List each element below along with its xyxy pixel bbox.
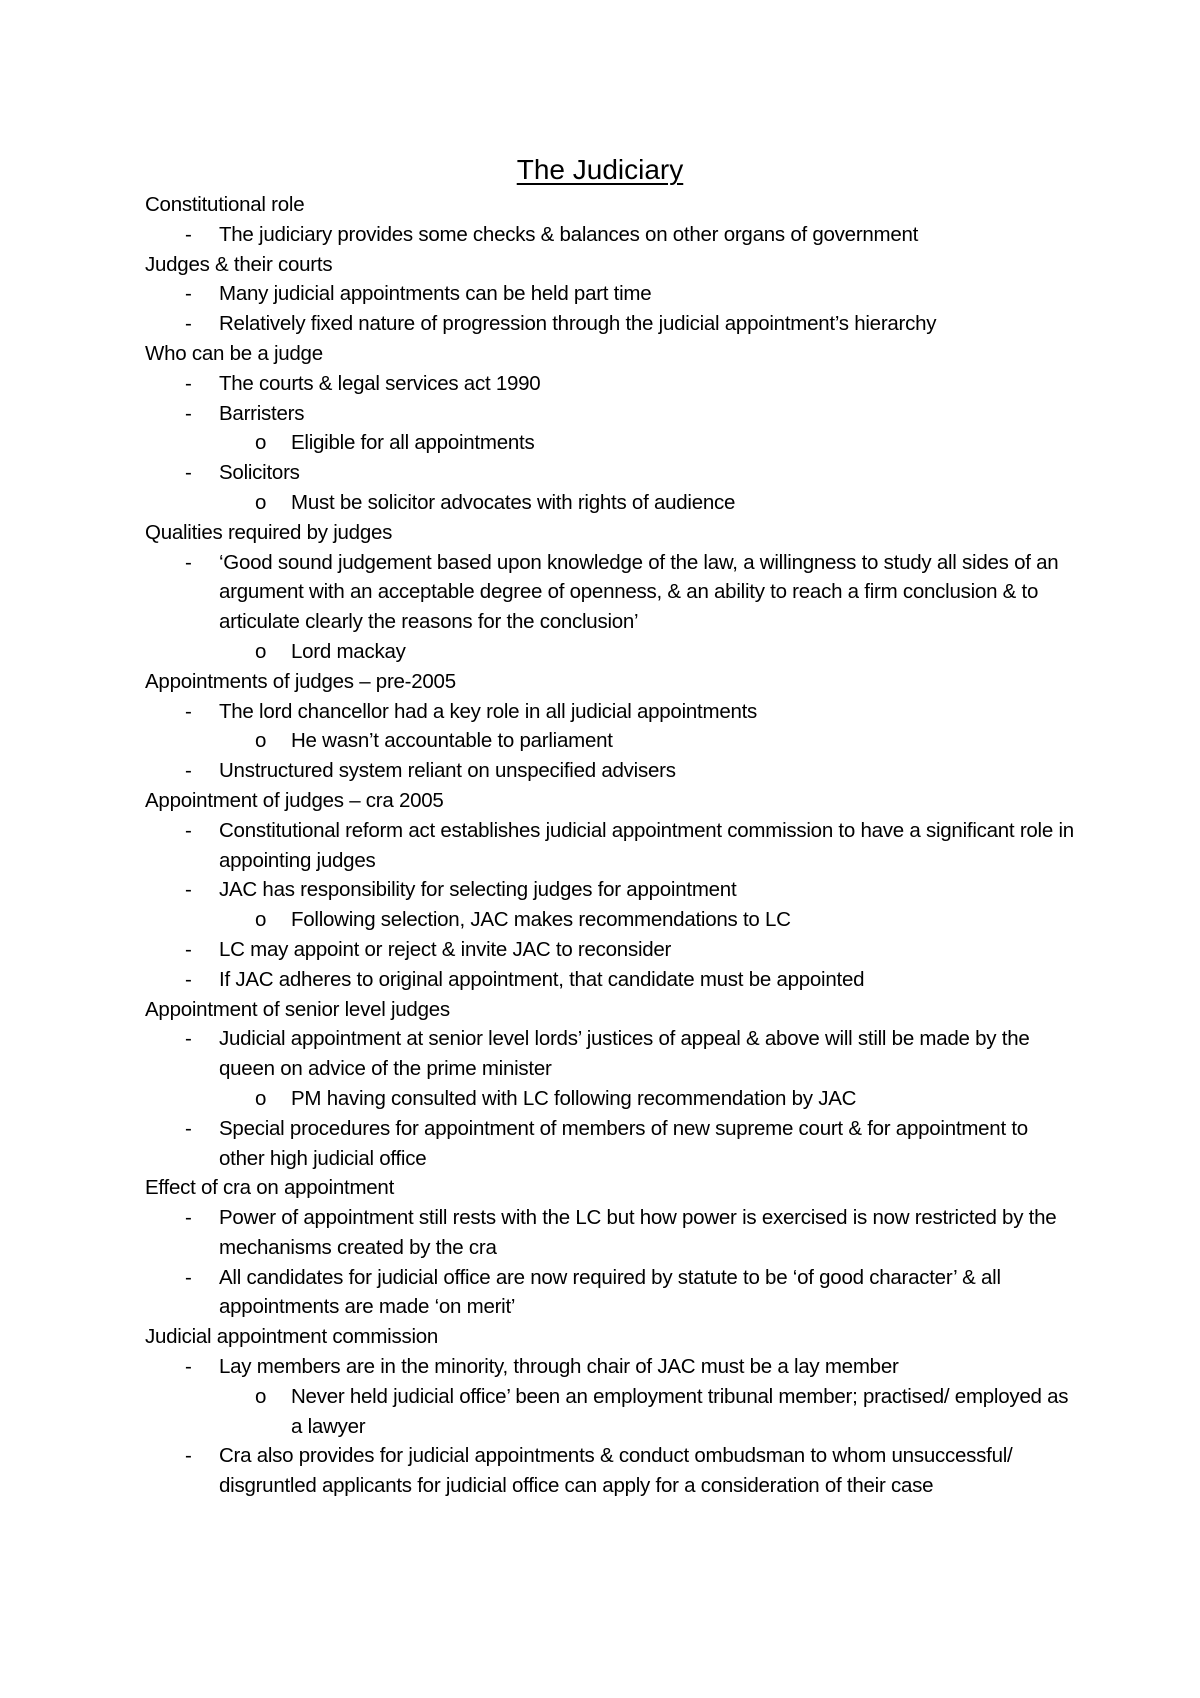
section bbox=[145, 1173, 1075, 1322]
dash-bullet-marker: - bbox=[185, 401, 192, 425]
dash-bullet-marker: - bbox=[185, 461, 192, 485]
section-heading: Constitutional role bbox=[145, 193, 305, 216]
bullet-item bbox=[145, 816, 1075, 876]
bullet-text: Power of appointment still rests with the LC but how power is exercised is now restricted by the mechanisms created by the cra bbox=[219, 1206, 1057, 1259]
bullet-text: Barristers bbox=[219, 401, 305, 425]
dash-bullet-marker: - bbox=[185, 1027, 192, 1051]
page-title: The Judiciary bbox=[516, 154, 684, 185]
section bbox=[145, 518, 1075, 667]
bullet-item bbox=[145, 309, 1075, 339]
bullet-text: LC may appoint or reject & invite JAC to reconsider bbox=[219, 937, 672, 961]
bullet-text: Constitutional reform act establishes judicial appointment commission to have a significant role in appointing judges bbox=[219, 818, 1074, 872]
bullet-text: ‘Good sound judgement based upon knowledge of the law, a willingness to study all sides of an argument with an acceptable degree of openness, & an ability to reach a firm conclusion & to articulate clearly the reasons for the conclusion’ bbox=[219, 550, 1059, 634]
bullet-item bbox=[145, 1024, 1075, 1084]
bullet-text: JAC has responsibility for selecting judges for appointment bbox=[219, 878, 737, 902]
dash-bullet-marker: - bbox=[185, 937, 192, 961]
sub-bullet-item bbox=[145, 1084, 1075, 1114]
bullet-text: PM having consulted with LC following recommendation by JAC bbox=[291, 1086, 857, 1110]
circle-bullet-marker: o bbox=[255, 908, 267, 932]
dash-bullet-marker: - bbox=[185, 1206, 192, 1230]
dash-bullet-marker: - bbox=[185, 878, 192, 902]
dash-bullet-marker: - bbox=[185, 222, 192, 246]
dash-bullet-marker: - bbox=[185, 818, 192, 842]
bullet-item bbox=[145, 935, 1075, 965]
section-heading: Effect of cra on appointment bbox=[145, 1176, 395, 1200]
section-heading: Appointment of senior level judges bbox=[145, 997, 450, 1021]
bullet-text: Judicial appointment at senior level lords’ justices of appeal & above will still be made by the queen on advice of the prime minister bbox=[219, 1027, 1030, 1081]
bullet-text: Following selection, JAC makes recommendations to LC bbox=[291, 908, 791, 932]
bullet-text: The lord chancellor had a key role in all judicial appointments bbox=[219, 699, 758, 723]
section bbox=[145, 339, 1075, 518]
sub-bullet-item bbox=[145, 637, 1075, 667]
bullet-item bbox=[145, 220, 1075, 250]
sub-bullet-item bbox=[145, 488, 1075, 518]
dash-bullet-marker: - bbox=[185, 282, 192, 306]
bullet-item bbox=[145, 1441, 1075, 1501]
document-body bbox=[145, 190, 1075, 1501]
section-heading: Qualities required by judges bbox=[145, 520, 393, 544]
dash-bullet-marker: - bbox=[185, 1355, 192, 1379]
section bbox=[145, 786, 1075, 995]
dash-bullet-marker: - bbox=[185, 312, 192, 336]
circle-bullet-marker: o bbox=[255, 431, 267, 455]
bullet-text: Lord mackay bbox=[291, 639, 406, 663]
bullet-item bbox=[145, 399, 1075, 429]
dash-bullet-marker: - bbox=[185, 1444, 192, 1468]
circle-bullet-marker: o bbox=[255, 639, 267, 663]
circle-bullet-marker: o bbox=[255, 1384, 267, 1408]
bullet-text: Unstructured system reliant on unspecified advisers bbox=[219, 759, 676, 783]
bullet-item bbox=[145, 1114, 1075, 1174]
circle-bullet-marker: o bbox=[255, 729, 267, 753]
section-heading: Judicial appointment commission bbox=[145, 1325, 439, 1349]
bullet-item bbox=[145, 369, 1075, 399]
dash-bullet-marker: - bbox=[185, 550, 192, 574]
bullet-item bbox=[145, 1263, 1075, 1323]
bullet-item bbox=[145, 1352, 1075, 1382]
bullet-text: The judiciary provides some checks & balances on other organs of government bbox=[219, 222, 919, 246]
bullet-text: The courts & legal services act 1990 bbox=[219, 371, 541, 395]
bullet-text: Special procedures for appointment of members of new supreme court & for appointment to other high judicial office bbox=[219, 1116, 1028, 1170]
circle-bullet-marker: o bbox=[255, 490, 267, 514]
bullet-item bbox=[145, 697, 1075, 727]
circle-bullet-marker: o bbox=[255, 1086, 267, 1110]
section bbox=[145, 1322, 1075, 1501]
bullet-text: Cra also provides for judicial appointments & conduct ombudsman to whom unsuccessful/ disgruntled applicants for judicial office can apply for a consideration of their case bbox=[219, 1444, 1013, 1498]
section bbox=[145, 995, 1075, 1174]
bullet-text: Never held judicial office’ been an employment tribunal member; practised/ employed as a lawyer bbox=[291, 1384, 1069, 1438]
dash-bullet-marker: - bbox=[185, 759, 192, 783]
dash-bullet-marker: - bbox=[185, 699, 192, 723]
section bbox=[145, 667, 1075, 786]
bullet-text: Lay members are in the minority, through chair of JAC must be a lay member bbox=[219, 1355, 899, 1379]
dash-bullet-marker: - bbox=[185, 1265, 192, 1289]
bullet-item bbox=[145, 279, 1075, 309]
bullet-text: Eligible for all appointments bbox=[291, 431, 535, 455]
sub-bullet-item bbox=[145, 428, 1075, 458]
dash-bullet-marker: - bbox=[185, 1116, 192, 1140]
bullet-item bbox=[145, 1203, 1075, 1263]
bullet-text: If JAC adheres to original appointment, that candidate must be appointed bbox=[219, 967, 865, 991]
section-heading: Appointments of judges – pre-2005 bbox=[145, 669, 456, 693]
sub-bullet-item bbox=[145, 1382, 1075, 1442]
bullet-text: Must be solicitor advocates with rights of audience bbox=[291, 490, 736, 514]
section bbox=[145, 190, 1075, 250]
bullet-item bbox=[145, 965, 1075, 995]
bullet-item bbox=[145, 548, 1075, 637]
dash-bullet-marker: - bbox=[185, 371, 192, 395]
section bbox=[145, 250, 1075, 339]
bullet-text: All candidates for judicial office are now required by statute to be ‘of good character’ & all appointments are made ‘on merit’ bbox=[219, 1265, 1001, 1319]
sub-bullet-item bbox=[145, 726, 1075, 756]
bullet-text: He wasn’t accountable to parliament bbox=[291, 729, 613, 753]
bullet-text: Many judicial appointments can be held part time bbox=[219, 282, 652, 306]
section-heading: Appointment of judges – cra 2005 bbox=[145, 788, 444, 812]
section-heading: Who can be a judge bbox=[145, 341, 323, 365]
dash-bullet-marker: - bbox=[185, 967, 192, 991]
section-heading: Judges & their courts bbox=[145, 252, 333, 276]
sub-bullet-item bbox=[145, 905, 1075, 935]
bullet-item bbox=[145, 875, 1075, 905]
bullet-item bbox=[145, 756, 1075, 786]
bullet-text: Relatively fixed nature of progression through the judicial appointment’s hierarchy bbox=[219, 312, 937, 336]
bullet-item bbox=[145, 458, 1075, 488]
bullet-text: Solicitors bbox=[219, 461, 300, 485]
